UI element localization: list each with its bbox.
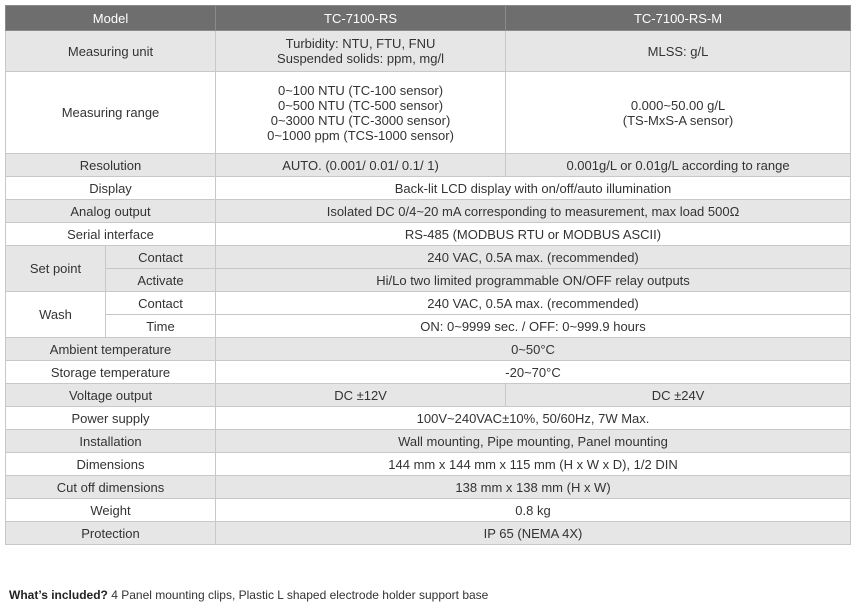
- row-display: [6, 177, 851, 200]
- row-measuring-unit: [6, 31, 851, 72]
- row-voltage-output: [6, 384, 851, 407]
- label-power-supply: Power supply: [6, 407, 216, 430]
- label-wash-contact: Contact: [106, 292, 216, 315]
- value-weight: 0.8 kg: [216, 499, 851, 522]
- value-power-supply: 100V~240VAC±10%, 50/60Hz, 7W Max.: [216, 407, 851, 430]
- row-storage-temperature: [6, 361, 851, 384]
- row-serial-interface: [6, 223, 851, 246]
- row-set-point-activate: [6, 269, 851, 292]
- label-serial-interface: Serial interface: [6, 223, 216, 246]
- header-row: [6, 6, 851, 31]
- label-measuring-range: Measuring range: [6, 72, 216, 154]
- row-protection: [6, 522, 851, 545]
- row-dimensions: [6, 453, 851, 476]
- label-dimensions: Dimensions: [6, 453, 216, 476]
- value-resolution-rsm: 0.001g/L or 0.01g/L according to range: [506, 154, 851, 177]
- row-analog-output: [6, 200, 851, 223]
- label-cut-off-dimensions: Cut off dimensions: [6, 476, 216, 499]
- row-wash-time: [6, 315, 851, 338]
- value-voltage-output-rs: DC ±12V: [216, 384, 506, 407]
- label-protection: Protection: [6, 522, 216, 545]
- row-wash-contact: [6, 292, 851, 315]
- value-cut-off-dimensions: 138 mm x 138 mm (H x W): [216, 476, 851, 499]
- label-resolution: Resolution: [6, 154, 216, 177]
- row-set-point-contact: [6, 246, 851, 269]
- spec-table-container: [5, 5, 850, 545]
- label-display: Display: [6, 177, 216, 200]
- label-weight: Weight: [6, 499, 216, 522]
- label-wash-time: Time: [106, 315, 216, 338]
- value-voltage-output-rsm: DC ±24V: [506, 384, 851, 407]
- label-storage-temperature: Storage temperature: [6, 361, 216, 384]
- value-measuring-unit-rs: Turbidity: NTU, FTU, FNU Suspended solids: ppm, mg/l: [216, 31, 506, 72]
- value-ambient-temperature: 0~50°C: [216, 338, 851, 361]
- row-power-supply: [6, 407, 851, 430]
- value-dimensions: 144 mm x 144 mm x 115 mm (H x W x D), 1/2 DIN: [216, 453, 851, 476]
- spec-table: [5, 5, 851, 545]
- value-measuring-range-rsm: 0.000~50.00 g/L (TS-MxS-A sensor): [506, 72, 851, 154]
- row-ambient-temperature: [6, 338, 851, 361]
- value-analog-output: Isolated DC 0/4~20 mA corresponding to measurement, max load 500Ω: [216, 200, 851, 223]
- header-tc-7100-rs: TC-7100-RS: [216, 6, 506, 31]
- value-measuring-unit-rsm: MLSS: g/L: [506, 31, 851, 72]
- header-tc-7100-rs-m: TC-7100-RS-M: [506, 6, 851, 31]
- label-analog-output: Analog output: [6, 200, 216, 223]
- row-installation: [6, 430, 851, 453]
- label-installation: Installation: [6, 430, 216, 453]
- value-installation: Wall mounting, Pipe mounting, Panel mounting: [216, 430, 851, 453]
- label-measuring-unit: Measuring unit: [6, 31, 216, 72]
- label-wash: Wash: [6, 292, 106, 338]
- value-resolution-rs: AUTO. (0.001/ 0.01/ 0.1/ 1): [216, 154, 506, 177]
- header-model: Model: [6, 6, 216, 31]
- value-wash-time: ON: 0~9999 sec. / OFF: 0~999.9 hours: [216, 315, 851, 338]
- row-measuring-range: [6, 72, 851, 154]
- row-cut-off-dimensions: [6, 476, 851, 499]
- label-ambient-temperature: Ambient temperature: [6, 338, 216, 361]
- row-weight: [6, 499, 851, 522]
- label-set-point-contact: Contact: [106, 246, 216, 269]
- value-serial-interface: RS-485 (MODBUS RTU or MODBUS ASCII): [216, 223, 851, 246]
- whats-included-note: [9, 588, 488, 602]
- row-resolution: [6, 154, 851, 177]
- label-set-point: Set point: [6, 246, 106, 292]
- value-wash-contact: 240 VAC, 0.5A max. (recommended): [216, 292, 851, 315]
- value-storage-temperature: -20~70°C: [216, 361, 851, 384]
- whats-included-heading: What’s included?: [9, 588, 108, 602]
- value-display: Back-lit LCD display with on/off/auto illumination: [216, 177, 851, 200]
- value-set-point-activate: Hi/Lo two limited programmable ON/OFF relay outputs: [216, 269, 851, 292]
- label-set-point-activate: Activate: [106, 269, 216, 292]
- label-voltage-output: Voltage output: [6, 384, 216, 407]
- value-set-point-contact: 240 VAC, 0.5A max. (recommended): [216, 246, 851, 269]
- whats-included-text: 4 Panel mounting clips, Plastic L shaped electrode holder support base: [107, 588, 489, 602]
- value-protection: IP 65 (NEMA 4X): [216, 522, 851, 545]
- value-measuring-range-rs: 0~100 NTU (TC-100 sensor) 0~500 NTU (TC-500 sensor) 0~3000 NTU (TC-3000 sensor) 0~1000 ppm (TCS-1000 sensor): [216, 72, 506, 154]
